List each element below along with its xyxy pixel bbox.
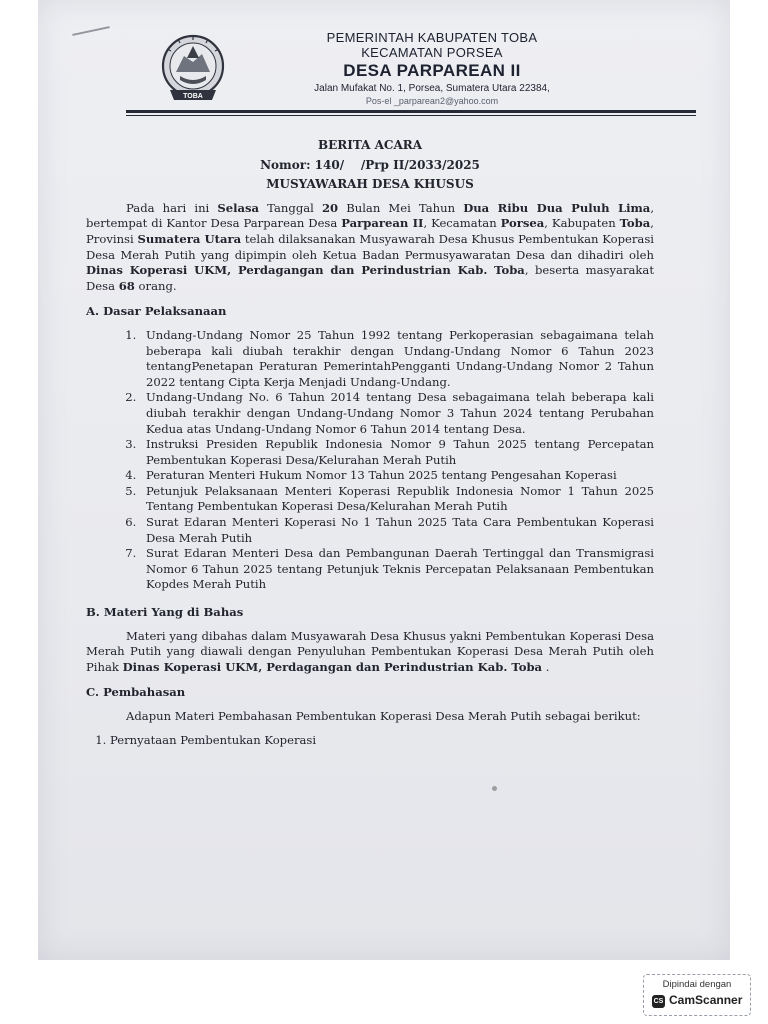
document-title: BERITA ACARA: [317, 138, 423, 152]
regency-logo: [158, 32, 228, 106]
section-a-heading: A. Dasar Pelaksanaan: [86, 304, 227, 319]
letterhead-address: Jalan Mufakat No. 1, Porsea, Sumatera Utara 22384,: [314, 83, 550, 94]
list-item: 7. Surat Edaran Menteri Desa dan Pembangunan Daerah Tertinggal dan Transmigrasi Nomor 6 Tahun 2025 tentang Petunjuk Teknis Percepatan Pelaksanaan Pembentukan Kopdes Merah Putih: [140, 546, 654, 593]
letterhead-district: KECAMATAN PORSEA: [361, 45, 503, 60]
legal-basis-list: [86, 328, 654, 593]
section-b-heading: B. Materi Yang di Bahas: [86, 605, 244, 620]
list-item: 6. Surat Edaran Menteri Koperasi No 1 Tahun 2025 Tata Cara Pembentukan Koperasi Desa Merah Putih: [140, 515, 654, 546]
scanner-watermark: [643, 974, 751, 1016]
discussion-list: [86, 733, 654, 749]
letterhead-government: PEMERINTAH KABUPATEN TOBA: [326, 30, 538, 45]
scanner-caption: Dipindai dengan: [662, 979, 732, 990]
section-c-intro: Adapun Materi Pembahasan Pembentukan Koperasi Desa Merah Putih sebagai berikut:: [126, 709, 641, 723]
document-number: Nomor: 140/ /Prp II/2033/2025: [260, 157, 480, 172]
scanner-brand: CamScanner: [669, 993, 743, 1007]
list-item: 1. Undang-Undang Nomor 25 Tahun 1992 tentang Perkoperasian sebagaimana telah beberapa kali diubah terakhir dengan Undang-Undang Nomor 6 Tahun 2023 tentangPenetapan Peraturan PemerintahPengganti Undang-Undang Nomor 2 Tahun 2022 tentang Cipta Kerja Menjadi Undang-Undang.: [140, 328, 654, 390]
letterhead-village: DESA PARPAREAN II: [343, 61, 521, 80]
document-subtitle: MUSYAWARAH DESA KHUSUS: [266, 177, 474, 192]
list-item: 5. Petunjuk Pelaksanaan Menteri Koperasi Republik Indonesia Nomor 1 Tahun 2025 Tentang Pembentukan Koperasi Desa/Kelurahan Merah Putih: [140, 484, 654, 515]
camscanner-icon: CS: [652, 995, 665, 1008]
letterhead-email: Pos-el _parparean2@yahoo.com: [365, 96, 499, 106]
letterhead-rule-thin: [126, 115, 696, 116]
scan-mark: [72, 26, 110, 36]
list-item: 2. Undang-Undang No. 6 Tahun 2014 tentang Desa sebagaimana telah beberapa kali diubah terakhir dengan Undang-Undang Nomor 3 Tahun 2024 tentang Perubahan Kedua atas Undang-Undang Nomor 6 Tahun 2014 tentang Desa.: [140, 390, 654, 437]
opening-paragraph: Pada hari ini Selasa Tanggal 20 Bulan Mei Tahun Dua Ribu Dua Puluh Lima, bertempat di Kantor Desa Parparean Desa Parparean II, Kecamatan Porsea, Kabupaten Toba, Provinsi Sumatera Utara telah dilaksanakan Musyawarah Desa Khusus Pembentukan Koperasi Desa Merah Putih yang dipimpin oleh Ketua Badan Permusyawaratan Desa dan dihadiri oleh Dinas Koperasi UKM, Perdagangan dan Perindustrian Kab. Toba, beserta masyarakat Desa 68 orang.: [86, 200, 655, 293]
logo-label: TOBA: [183, 93, 203, 100]
list-item: 4. Peraturan Menteri Hukum Nomor 13 Tahun 2025 tentang Pengesahan Koperasi: [140, 468, 654, 484]
letterhead-rule: [126, 110, 696, 113]
document-body: [86, 138, 654, 748]
ink-smudge: [492, 786, 497, 791]
list-item: 3. Instruksi Presiden Republik Indonesia Nomor 9 Tahun 2025 tentang Percepatan Pembentukan Koperasi Desa/Kelurahan Merah Putih: [140, 437, 654, 468]
list-item: 1. Pernyataan Pembentukan Koperasi: [110, 733, 654, 749]
letterhead: [252, 30, 612, 107]
section-c-heading: C. Pembahasan: [86, 685, 186, 700]
section-b-paragraph: Materi yang dibahas dalam Musyawarah Desa Khusus yakni Pembentukan Koperasi Desa Merah Putih yang diawali dengan Penyuluhan Pembentukan Koperasi Desa Merah Putih oleh Pihak Dinas Koperasi UKM, Perdagangan dan Perindustrian Kab. Toba .: [86, 628, 654, 674]
